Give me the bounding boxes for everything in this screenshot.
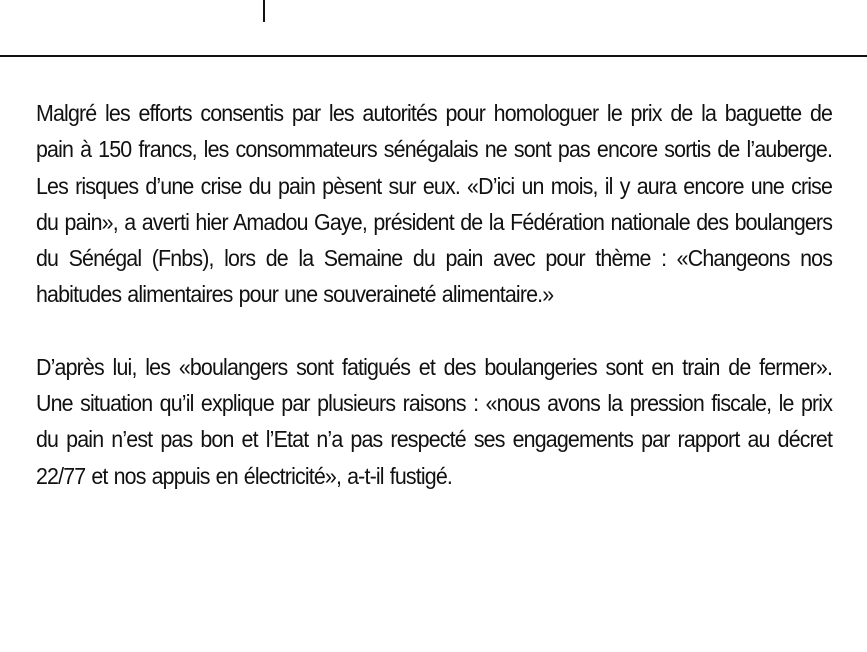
text-cursor-mark — [263, 0, 265, 22]
article-body — [36, 95, 832, 494]
article-paragraph-1: Malgré les efforts consentis par les autorités pour homologuer le prix de la baguette de pain à 150 francs, les consommateurs sénégalais ne sont pas encore sortis de l’auberge. Les risques d’une crise du pain pèsent sur eux. «D’ici un mois, il y aura encore une crise du pain», a averti hier Amadou Gaye, président de la Fédération nationale des boulangers du Sénégal (Fnbs), lors de la Semaine du pain avec pour thème : «Changeons nos habitudes alimentaires pour une souveraineté alimentaire.» — [36, 100, 833, 308]
header-divider — [0, 55, 867, 57]
article-paragraph-2: D’après lui, les «boulangers sont fatigués et des boulangeries sont en train de fermer». Une situation qu’il explique par plusieurs raisons : «nous avons la pression fiscale, le prix du pain n’est pas bon et l’Etat n’a pas respecté ses engagements par rapport au décret 22/77 et nos appuis en électricité», a-t-il fustigé. — [36, 353, 833, 489]
